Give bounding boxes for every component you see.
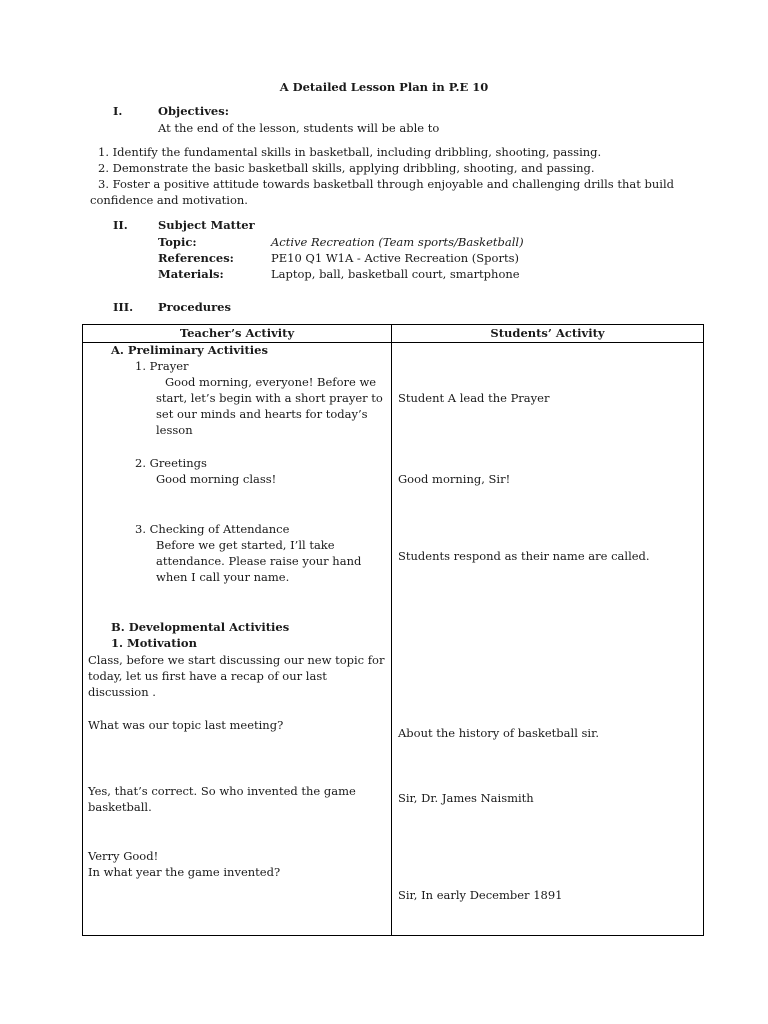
objectives-intro: At the end of the lesson, students will be able to (158, 121, 440, 135)
question-inventor-line-1: Yes, that’s correct. So who invented the game (88, 784, 356, 798)
objectives-numeral: I. (113, 104, 123, 118)
greetings-line: Good morning class! (156, 472, 277, 486)
subject-matter-heading: Subject Matter (158, 218, 255, 232)
question-year-line-1: Verry Good! (88, 849, 159, 863)
student-topic-response: About the history of basketball sir. (398, 726, 599, 740)
header-students-activity: Students’ Activity (490, 326, 605, 340)
objective-item-2: 2. Demonstrate the basic basketball skills, applying dribbling, shooting, and passing. (98, 161, 595, 175)
objectives-heading: Objectives: (158, 104, 229, 118)
student-prayer-response: Student A lead the Prayer (398, 391, 550, 405)
motivation-line-3: discussion . (88, 685, 156, 699)
greetings-title: 2. Greetings (135, 456, 207, 470)
prayer-line-3: set our minds and hearts for today’s (156, 407, 368, 421)
page-title: A Detailed Lesson Plan in P.E 10 (279, 80, 489, 94)
procedures-table (82, 324, 704, 936)
header-teacher-activity: Teacher’s Activity (179, 326, 295, 340)
topic-value: Active Recreation (Team sports/Basketball) (271, 235, 524, 249)
prayer-line-2: start, let’s begin with a short prayer to (156, 391, 383, 405)
procedures-heading: Procedures (158, 300, 231, 314)
student-year-response: Sir, In early December 1891 (398, 888, 563, 902)
attendance-line-3: when I call your name. (156, 570, 290, 584)
column-divider (391, 325, 392, 935)
prayer-line-1: Good morning, everyone! Before we (165, 375, 377, 389)
objective-item-1: 1. Identify the fundamental skills in basketball, including dribbling, shooting, passing. (98, 145, 602, 159)
student-inventor-response: Sir, Dr. James Naismith (398, 791, 534, 805)
motivation-line-1: Class, before we start discussing our new topic for (88, 653, 385, 667)
attendance-line-2: attendance. Please raise your hand (156, 554, 362, 568)
materials-value: Laptop, ball, basketball court, smartphone (271, 267, 520, 281)
attendance-title: 3. Checking of Attendance (135, 522, 290, 536)
section-developmental-activities: B. Developmental Activities (111, 620, 290, 634)
materials-label: Materials: (158, 267, 224, 281)
objective-item-3-continued: confidence and motivation. (90, 193, 248, 207)
references-label: References: (158, 251, 234, 265)
objective-item-3: 3. Foster a positive attitude towards basketball through enjoyable and challenging drills that build (98, 177, 674, 191)
procedures-numeral: III. (113, 300, 134, 314)
prayer-title: 1. Prayer (135, 359, 189, 373)
student-attendance-response: Students respond as their name are called. (398, 549, 650, 563)
motivation-line-2: today, let us first have a recap of our last (88, 669, 327, 683)
question-last-topic: What was our topic last meeting? (88, 718, 284, 732)
subject-matter-numeral: II. (113, 218, 128, 232)
section-preliminary-activities: A. Preliminary Activities (111, 343, 268, 357)
motivation-title: 1. Motivation (111, 636, 197, 650)
question-year-line-2: In what year the game invented? (88, 865, 281, 879)
references-value: PE10 Q1 W1A - Active Recreation (Sports) (271, 251, 519, 265)
attendance-line-1: Before we get started, I’ll take (156, 538, 335, 552)
question-inventor-line-2: basketball. (88, 800, 152, 814)
topic-label: Topic: (158, 235, 197, 249)
student-greeting-response: Good morning, Sir! (398, 472, 511, 486)
prayer-line-4: lesson (156, 423, 193, 437)
